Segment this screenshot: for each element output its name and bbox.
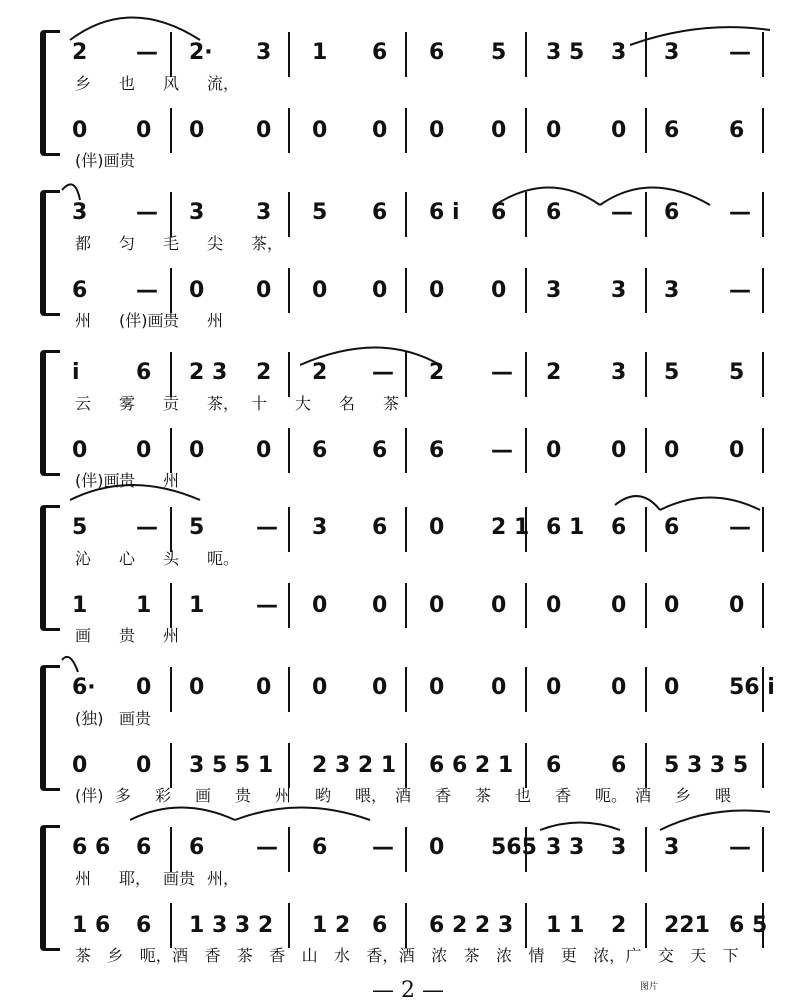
bar-line (645, 32, 647, 77)
lyric-syllable: 茶， (207, 394, 240, 413)
lyric-syllable: 名 (339, 394, 356, 413)
bar-line (525, 743, 527, 788)
jianpu-note: 3 (664, 40, 680, 65)
bar-line (405, 108, 407, 153)
lyric-syllable: 心 (119, 549, 136, 568)
bar-line (645, 268, 647, 313)
bar-line (288, 352, 290, 397)
jianpu-note: 0 (256, 438, 272, 463)
lyric-syllable: 州 (275, 786, 292, 805)
lyric-syllable: (伴)画 (75, 151, 120, 170)
jianpu-note: 6 (372, 40, 388, 65)
jianpu-note: 1 1 (546, 913, 585, 938)
jianpu-note: 1 3 3 2 (189, 913, 274, 938)
jianpu-note: 0 (372, 593, 388, 618)
jianpu-note: 0 (546, 118, 562, 143)
lyric-syllable: 贵 (235, 786, 252, 805)
lyric-syllable: 十 (251, 394, 268, 413)
lyric-syllable: 贵 (119, 626, 136, 645)
lyric-syllable: 呃。 (595, 786, 628, 805)
lyric-syllable: 酒 (398, 946, 415, 965)
corner-mark: 图片 (640, 982, 659, 992)
jianpu-note: 0 (256, 675, 272, 700)
jianpu-note: 3 (312, 515, 328, 540)
jianpu-note: — (491, 360, 513, 385)
jianpu-note: 6 (136, 913, 152, 938)
jianpu-note: 56 i (729, 675, 775, 700)
lyric-syllable: 广 (625, 946, 642, 965)
lyric-syllable: 茶 (236, 946, 253, 965)
jianpu-note: — (729, 515, 751, 540)
lyric-syllable: 茶 (475, 786, 492, 805)
bar-line (170, 903, 172, 948)
bar-line (405, 743, 407, 788)
jianpu-note: 0 (491, 118, 507, 143)
lyric-syllable: 州 (75, 869, 92, 888)
jianpu-note: 6 (611, 753, 627, 778)
page-number: — 2 — (372, 978, 444, 1003)
jianpu-note: 0 (312, 278, 328, 303)
jianpu-note: 0 (189, 438, 205, 463)
lyric-syllable: 茶 (75, 946, 92, 965)
bar-line (645, 743, 647, 788)
bar-line (288, 428, 290, 473)
bar-line (405, 32, 407, 77)
lyric-syllable: 天 (690, 946, 707, 965)
system-bracket (40, 505, 60, 631)
jianpu-note: 0 (372, 278, 388, 303)
lyric-syllable: 哟 (315, 786, 332, 805)
bar-line (525, 32, 527, 77)
jianpu-note: 6 6 (72, 835, 111, 860)
jianpu-note: — (136, 278, 158, 303)
bar-line (170, 667, 172, 712)
jianpu-note: 5 (664, 360, 680, 385)
bar-line (525, 583, 527, 628)
jianpu-note: 0 (136, 675, 152, 700)
bar-line (170, 32, 172, 77)
system-bracket (40, 825, 60, 951)
jianpu-note: 0 (136, 438, 152, 463)
jianpu-note: 5 (72, 515, 88, 540)
jianpu-note: 3 (611, 360, 627, 385)
jianpu-note: — (729, 835, 751, 860)
lyric-syllable: 乡 (107, 946, 124, 965)
jianpu-note: 2· (189, 40, 213, 65)
lyric-syllable: 都 (75, 234, 92, 253)
bar-line (645, 192, 647, 237)
bar-line (645, 667, 647, 712)
bar-line (288, 268, 290, 313)
jianpu-note: 5 (729, 360, 745, 385)
jianpu-note: 0 (256, 118, 272, 143)
bar-line (645, 428, 647, 473)
jianpu-note: 0 (312, 593, 328, 618)
jianpu-note: 6 (429, 438, 445, 463)
jianpu-note: 3 (72, 200, 88, 225)
jianpu-note: 0 (611, 675, 627, 700)
lyric-syllable: 山 (301, 946, 318, 965)
lyric-syllable: 画 (75, 626, 92, 645)
lyric-syllable: 州 (163, 626, 180, 645)
jianpu-note: 0 (256, 278, 272, 303)
jianpu-note: 1 (189, 593, 205, 618)
jianpu-note: 6 5 (729, 913, 768, 938)
lyric-syllable: 雾 (119, 394, 136, 413)
jianpu-note: 0 (611, 593, 627, 618)
jianpu-note: — (729, 200, 751, 225)
lyric-syllable: 喂， (355, 786, 388, 805)
lyric-syllable: 也 (119, 74, 136, 93)
jianpu-note: 5 (189, 515, 205, 540)
jianpu-note: 0 (189, 278, 205, 303)
jianpu-note: — (136, 40, 158, 65)
bar-line (170, 192, 172, 237)
bar-line (170, 827, 172, 872)
system-bracket (40, 30, 60, 156)
jianpu-note: 6 (664, 200, 680, 225)
lyric-syllable: 画贵 (119, 709, 152, 728)
jianpu-note: 6 (72, 278, 88, 303)
lyric-syllable: 州， (207, 869, 240, 888)
bar-line (762, 108, 764, 153)
jianpu-note: 0 (491, 278, 507, 303)
lyric-syllable: 画 (195, 786, 212, 805)
lyric-syllable: 头 (163, 549, 180, 568)
lyric-syllable: 州 (207, 311, 224, 330)
bar-line (288, 108, 290, 153)
jianpu-note: — (136, 200, 158, 225)
jianpu-note: 3 (546, 278, 562, 303)
jianpu-note: 0 (729, 593, 745, 618)
jianpu-note: 6 (136, 360, 152, 385)
jianpu-note: 6 (546, 200, 562, 225)
bar-line (405, 903, 407, 948)
bar-line (525, 192, 527, 237)
bar-line (762, 352, 764, 397)
jianpu-note: 6 i (429, 200, 460, 225)
lyric-syllable: 水 (334, 946, 351, 965)
lyric-syllable: (伴)画 (75, 471, 120, 490)
bar-line (762, 827, 764, 872)
jianpu-note: 6 (136, 835, 152, 860)
bar-line (762, 428, 764, 473)
lyric-syllable: 贵 (119, 151, 136, 170)
jianpu-note: 2 (312, 360, 328, 385)
jianpu-note: 6 (372, 200, 388, 225)
bar-line (525, 667, 527, 712)
jianpu-note: 1 (312, 40, 328, 65)
bar-line (170, 743, 172, 788)
lyric-syllable: 州 (75, 311, 92, 330)
lyric-syllable: 尖 (207, 234, 224, 253)
bar-line (525, 268, 527, 313)
lyric-syllable: 也 (515, 786, 532, 805)
lyric-syllable: 更 (560, 946, 577, 965)
jianpu-note: 0 (729, 438, 745, 463)
bar-line (170, 428, 172, 473)
jianpu-note: 0 (72, 438, 88, 463)
jianpu-note: — (372, 360, 394, 385)
jianpu-note: 0 (429, 675, 445, 700)
lyric-syllable: 浓 (431, 946, 448, 965)
jianpu-note: 2 (72, 40, 88, 65)
jianpu-note: 6 (611, 515, 627, 540)
bar-line (762, 583, 764, 628)
jianpu-note: 0 (429, 593, 445, 618)
jianpu-note: 2 1 (491, 515, 530, 540)
jianpu-note: 0 (429, 118, 445, 143)
jianpu-note: 6· (72, 675, 96, 700)
lyric-syllable: (伴)画 (119, 311, 164, 330)
jianpu-note: 0 (372, 118, 388, 143)
lyric-syllable: 情 (528, 946, 545, 965)
system-bracket (40, 665, 60, 791)
jianpu-note: 0 (189, 675, 205, 700)
jianpu-note: 0 (136, 118, 152, 143)
jianpu-note: 5 (491, 40, 507, 65)
lyric-syllable: 匀 (119, 234, 136, 253)
jianpu-note: 3 (664, 278, 680, 303)
bar-line (405, 583, 407, 628)
jianpu-note: 6 (729, 118, 745, 143)
jianpu-note: 6 (664, 118, 680, 143)
jianpu-note: 6 1 (546, 515, 585, 540)
bar-line (645, 352, 647, 397)
jianpu-note: 0 (429, 515, 445, 540)
bar-line (405, 667, 407, 712)
jianpu-note: 3 (611, 278, 627, 303)
lyric-syllable: 酒 (395, 786, 412, 805)
lyric-syllable: 画贵 (163, 869, 196, 888)
jianpu-note: 6 2 2 3 (429, 913, 514, 938)
lyric-syllable: 呃。 (207, 549, 240, 568)
lyric-syllable: 酒 (635, 786, 652, 805)
bar-line (170, 352, 172, 397)
bar-line (645, 583, 647, 628)
system-bracket (40, 350, 60, 476)
lyric-syllable: 云 (75, 394, 92, 413)
jianpu-note: 0 (546, 675, 562, 700)
jianpu-note: — (256, 835, 278, 860)
lyric-syllable: 多 (115, 786, 132, 805)
bar-line (525, 108, 527, 153)
jianpu-note: 0 (429, 835, 445, 860)
lyric-syllable: 香 (204, 946, 221, 965)
jianpu-note: — (491, 438, 513, 463)
jianpu-note: 3 (664, 835, 680, 860)
lyric-syllable: 香 (555, 786, 572, 805)
jianpu-note: — (136, 515, 158, 540)
bar-line (405, 352, 407, 397)
jianpu-note: 6 (429, 40, 445, 65)
jianpu-note: — (729, 278, 751, 303)
lyric-syllable: 大 (295, 394, 312, 413)
jianpu-note: i (72, 360, 80, 385)
bar-line (288, 32, 290, 77)
jianpu-note: 0 (611, 438, 627, 463)
lyric-syllable: 乡 (75, 74, 92, 93)
lyric-syllable: 茶 (383, 394, 400, 413)
bar-line (288, 827, 290, 872)
bar-line (288, 583, 290, 628)
bar-line (405, 827, 407, 872)
lyric-syllable: 茶 (463, 946, 480, 965)
bar-line (288, 743, 290, 788)
bar-line (525, 428, 527, 473)
jianpu-note: 6 (372, 515, 388, 540)
jianpu-note: 6 (312, 835, 328, 860)
bar-line (525, 903, 527, 948)
bar-line (170, 507, 172, 552)
system-bracket (40, 190, 60, 316)
jianpu-note: 6 (491, 200, 507, 225)
jianpu-note: 0 (72, 118, 88, 143)
jianpu-note: 221 (664, 913, 710, 938)
jianpu-note: 0 (546, 593, 562, 618)
jianpu-note: 0 (611, 118, 627, 143)
jianpu-note: 0 (664, 593, 680, 618)
jianpu-note: 1 (136, 593, 152, 618)
jianpu-note: 6 (189, 835, 205, 860)
lyric-syllable: 彩 (155, 786, 172, 805)
lyric-syllable: (伴) (75, 786, 104, 805)
jianpu-note: — (256, 593, 278, 618)
lyric-syllable: 耶， (119, 869, 152, 888)
bar-line (405, 507, 407, 552)
jianpu-note: 0 (136, 753, 152, 778)
jianpu-note: 3 (611, 40, 627, 65)
jianpu-note: 3 (189, 200, 205, 225)
bar-line (288, 192, 290, 237)
lyric-syllable: 浓， (593, 946, 626, 965)
bar-line (525, 352, 527, 397)
jianpu-note: 3 (611, 835, 627, 860)
jianpu-note: 2 3 2 1 (312, 753, 397, 778)
jianpu-note: 1 (72, 593, 88, 618)
jianpu-note: — (372, 835, 394, 860)
lyric-syllable: 茶， (251, 234, 284, 253)
lyric-syllable: 沁 (75, 549, 92, 568)
lyric-syllable: 喂 (715, 786, 732, 805)
bar-line (762, 268, 764, 313)
jianpu-note: 2 (429, 360, 445, 385)
jianpu-note: 5 3 3 5 (664, 753, 749, 778)
bar-line (405, 192, 407, 237)
bar-line (405, 428, 407, 473)
bar-line (288, 507, 290, 552)
jianpu-note: 3 3 (546, 835, 585, 860)
jianpu-note: 3 (256, 40, 272, 65)
jianpu-note: 0 (72, 753, 88, 778)
jianpu-note: 565 (491, 835, 537, 860)
jianpu-note: 0 (189, 118, 205, 143)
lyric-syllable: 流， (207, 74, 240, 93)
bar-line (645, 507, 647, 552)
bar-line (170, 268, 172, 313)
lyric-syllable: 贡 (163, 394, 180, 413)
bar-line (762, 507, 764, 552)
lyric-syllable: 呃， (139, 946, 172, 965)
jianpu-note: 6 (664, 515, 680, 540)
jianpu-note: 3 (256, 200, 272, 225)
lyric-syllable: 贵 (163, 311, 180, 330)
jianpu-note: 5 (312, 200, 328, 225)
bar-line (170, 583, 172, 628)
jianpu-note: 0 (664, 438, 680, 463)
jianpu-note: 2 3 (189, 360, 228, 385)
lyric-syllable: 州 (163, 471, 180, 490)
lyric-syllable: 乡 (675, 786, 692, 805)
jianpu-note: 2 (546, 360, 562, 385)
jianpu-note: 0 (429, 278, 445, 303)
jianpu-note: 0 (372, 675, 388, 700)
lyric-syllable: 风 (163, 74, 180, 93)
bar-line (645, 827, 647, 872)
lyric-syllable: 下 (722, 946, 739, 965)
jianpu-note: — (729, 40, 751, 65)
bar-line (645, 108, 647, 153)
jianpu-note: 6 (546, 753, 562, 778)
jianpu-note: 3 5 5 1 (189, 753, 274, 778)
jianpu-note: 0 (491, 593, 507, 618)
lyric-syllable: 香， (366, 946, 399, 965)
lyric-syllable: 酒 (172, 946, 189, 965)
jianpu-note: 0 (546, 438, 562, 463)
jianpu-note: 6 (312, 438, 328, 463)
jianpu-note: 1 6 (72, 913, 111, 938)
bar-line (762, 32, 764, 77)
bar-line (405, 268, 407, 313)
bar-line (170, 108, 172, 153)
jianpu-note: 0 (664, 675, 680, 700)
jianpu-note: 3 5 (546, 40, 585, 65)
jianpu-note: 0 (312, 118, 328, 143)
lyric-syllable: 毛 (163, 234, 180, 253)
lyric-syllable: 香 (435, 786, 452, 805)
jianpu-note: — (611, 200, 633, 225)
bar-line (762, 192, 764, 237)
bar-line (288, 903, 290, 948)
jianpu-note: 0 (491, 675, 507, 700)
jianpu-note: 6 6 2 1 (429, 753, 514, 778)
bar-line (288, 667, 290, 712)
lyric-syllable: 香 (269, 946, 286, 965)
bar-line (762, 743, 764, 788)
jianpu-note: 1 2 (312, 913, 351, 938)
lyric-syllable: 浓 (495, 946, 512, 965)
lyric-syllable: (独) (75, 709, 104, 728)
jianpu-note: 6 (372, 438, 388, 463)
jianpu-note: 2 (611, 913, 627, 938)
jianpu-note: — (256, 515, 278, 540)
lyric-syllable: 交 (657, 946, 674, 965)
jianpu-note: 6 (372, 913, 388, 938)
jianpu-note: 0 (312, 675, 328, 700)
bar-line (645, 903, 647, 948)
jianpu-note: 2 (256, 360, 272, 385)
lyric-syllable: 贵 (119, 471, 136, 490)
